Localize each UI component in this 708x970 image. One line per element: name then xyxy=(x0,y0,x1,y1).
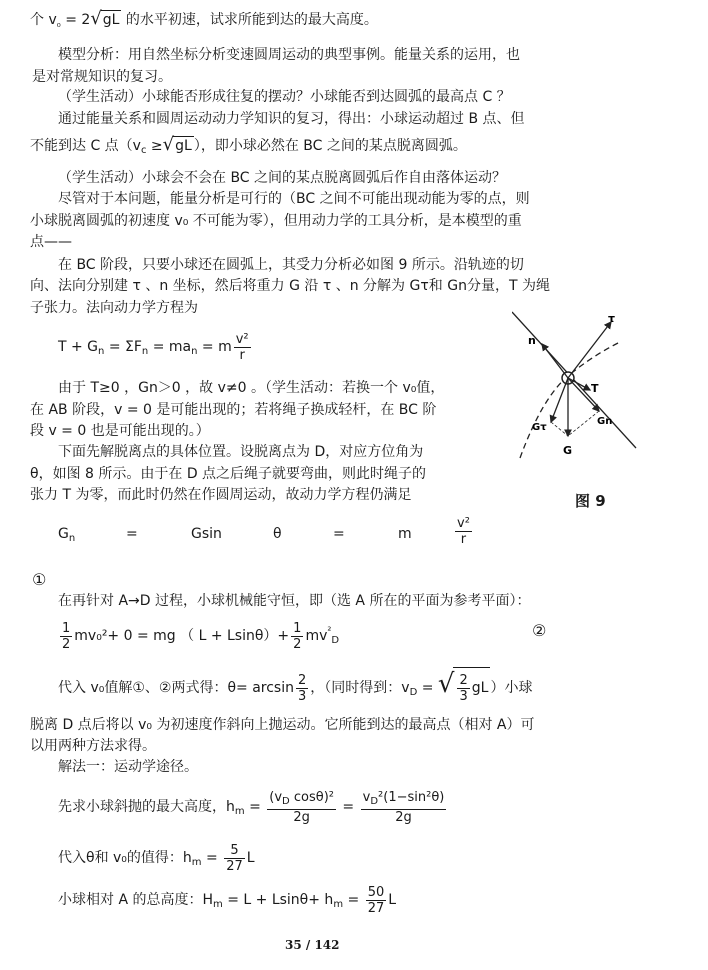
equation-hm-value: 代入θ和 v₀的值得：$h_m$ = $\frac{5}{27}$ L xyxy=(58,842,255,874)
label-n: n xyxy=(528,334,536,347)
text-line: （学生活动）小球能否形成往复的摆动？小球能否到达圆弧的最高点 C ？ xyxy=(58,89,511,105)
text-line: 在 BC 阶段，只要小球还在圆弧上，其受力分析必如图 9 所示。沿轨迹的切 xyxy=(58,257,524,273)
text-line: 段 v = 0 也是可能出现的。） xyxy=(30,423,210,439)
text-line: 不能到达 C 点（$v_c \ge√gL$ ），即小球必然在 BC 之间的某点脱离圆弧。 xyxy=(30,134,467,156)
text-line: 小球脱离圆弧的初速度 v₀ 不可能为零），但用动力学的工具分析，是本模型的重 xyxy=(30,213,522,229)
text-line: 以用两种方法求得。 xyxy=(30,738,156,754)
equation-marker-2: ② xyxy=(532,621,547,640)
label-g: G xyxy=(563,444,573,457)
equation-total-height: 小球相对 A 的总高度：$H_m = L + Lsin\theta+ h_m$ = $\frac{50}{27}$ L xyxy=(58,884,397,916)
text-line: 是对常规知识的复习。 xyxy=(32,69,172,85)
n-axis-arrow xyxy=(542,344,568,378)
equation-max-height: 先求小球斜抛的最大高度，$h_m$ = $\frac{(v_D \cos\theta)^2}{2g}$ = $\frac{v_D^2(1-\sin^2\theta)}{2g}$ xyxy=(58,789,445,825)
text-line: 个 $v_{_0} = 2√gL$ 的水平初速，试求所能到达的最大高度。 xyxy=(30,8,378,30)
text-line: θ，如图 8 所示。由于在 D 点之后绳子就要弯曲，则此时绳子的 xyxy=(30,466,427,482)
text-line: 点—— xyxy=(30,234,72,250)
text-line: 模型分析：用自然坐标分析变速圆周运动的典型事例。能量关系的运用，也 xyxy=(58,47,520,63)
equation-marker-1: ① xyxy=(32,570,47,589)
figure-caption: 图 9 xyxy=(575,492,606,510)
text-line: 通过能量关系和圆周运动动力学知识的复习，得出：小球运动超过 B 点、但 xyxy=(58,111,525,127)
text-line: 在再针对 A→D 过程，小球机械能守恒，即（选 A 所在的平面为参考平面）： xyxy=(58,593,531,609)
text-line: 张力 T 为零，而此时仍然在作圆周运动，故动力学方程仍满足 xyxy=(30,487,412,503)
text-line: 下面先解脱离点的具体位置。设脱离点为 D，对应方位角为 xyxy=(58,444,424,460)
equation-energy: $\frac{1}{2}$ mv₀²+ 0 = mg （ L + Lsinθ）+ $\frac{1}{2}$ $mv^{^2}_D$ xyxy=(62,620,340,652)
label-tau: τ xyxy=(608,312,616,325)
text-line: 代入 v₀值解①、②两式得：θ= arcsin $\frac{2}{3}$ ，（同时得到：$v_D$ = √ $\frac{2}{3}$ gL ）小球 xyxy=(58,664,532,704)
text-line: 由于 T≥0 ，Gn＞0 ，故 v≠0 。（学生活动：若换一个 v₀值， xyxy=(58,380,445,396)
label-g-tau: Gτ xyxy=(532,422,547,433)
text-line: 尽管对于本问题，能量分析是可行的（BC 之间不可能出现动能为零的点，则 xyxy=(58,191,530,207)
equation-normal-force: $T + G_n = \Sigma F_n = ma_n = m$ $\frac{\text{v²}}{r}$ xyxy=(58,331,249,363)
label-t: T xyxy=(591,382,599,395)
text-line: 在 AB 阶段，v = 0 是可能出现的；若将绳子换成轻杆，在 BC 阶 xyxy=(30,402,437,418)
force-diagram xyxy=(512,308,642,468)
page-number: 35 / 142 xyxy=(285,938,340,952)
trajectory-arc xyxy=(520,342,620,458)
tension-arrow xyxy=(568,378,590,390)
text-line: 脱离 D 点后将以 v₀ 为初速度作斜向上抛运动。它所能到达的最高点（相对 A）可 xyxy=(30,717,535,733)
label-g-n: Gn xyxy=(597,416,613,427)
text-line: （学生活动）小球会不会在 BC 之间的某点脱离圆弧后作自由落体运动？ xyxy=(58,170,507,186)
text-line: 子张力。法向动力学方程为 xyxy=(30,300,198,316)
text-line: 解法一：运动学途径。 xyxy=(58,759,198,775)
text-line: 向、法向分别建 τ 、n 坐标，然后将重力 G 沿 τ 、n 分解为 Gτ和 Gn分量，T 为绳 xyxy=(30,278,550,294)
equation-detach: $G_n$ = Gsin θ = m $\frac{\text{v²}}{r}$ xyxy=(58,516,470,547)
